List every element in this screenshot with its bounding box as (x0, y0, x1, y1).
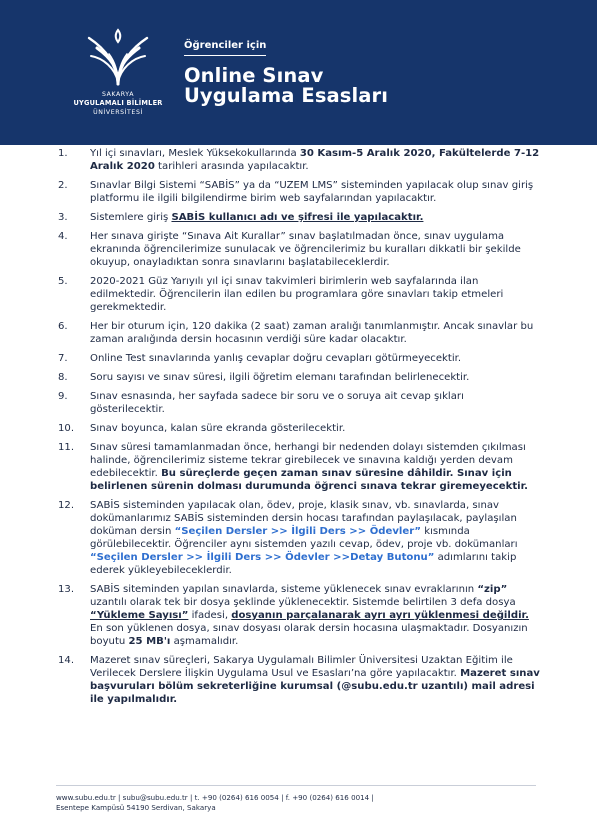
rule-text (90, 441, 541, 493)
rule-text-segment: En son yüklenen dosya, sınav dosyası olarak dersin hocasına ulaşmaktadır. Dosyanızın boyutu (90, 623, 528, 647)
rule-text-emphasis: Bu süreçlerde geçen zaman sınav süresine dâhildir. Sınav için belirlenen sürenin dolması durumunda öğrenci sınava tekrar giremeyecektir. (90, 468, 528, 492)
rule-number: 9. (58, 391, 68, 402)
rule-text (90, 583, 541, 648)
rule-item (0, 179, 597, 205)
rule-text-segment: 2020-2021 Güz Yarıyılı yıl içi sınav takvimleri birimlerin web sayfalarında ilan edilmektedir. Öğrencilerin ilan edilen bu programlara göre sınavları takip etmeleri gerekmektedir. (90, 276, 504, 313)
rule-text (90, 371, 541, 384)
rule-text-segment: SABİS sisteminden yapılacak olan, ödev, proje, klasik sınav, vb. sınavlarda, sınav dokümanlarımız SABİS sisteminden dersin hocası tarafından paylaşılacak, paylaşılan doküman dersin (90, 500, 517, 537)
rule-text (90, 499, 541, 577)
rule-text-emphasis: “Seçilen Dersler >> İlgili Ders >> Ödevler >>Detay Butonu” (90, 552, 435, 563)
rule-item (0, 211, 597, 224)
rule-text-segment: Her sınava girişte “Sınava Ait Kurallar” sınav başlatılmadan önce, sınav uygulama ekranında öğrencilerimize sunulacak ve öğrencilerimiz bu kuralları dikkatli bir şekilde okuyup, onayladıktan sonra sınavlarını başlatabileceklerdir. (90, 231, 521, 268)
rule-text-segment: kısmında görülebilecektir. Öğrenciler aynı sistemden yazılı cevap, ödev, proje vb. dokümanları (90, 526, 518, 550)
rule-number: 1. (58, 148, 68, 159)
rule-item (0, 422, 597, 435)
rule-text (90, 179, 541, 205)
rule-text-segment: Mazeret sınav süreçleri, Sakarya Uygulamalı Bilimler Üniversitesi Uzaktan Eğitim ile Verilecek Derslere İlişkin Uygulama Usul ve Esasları’na göre yapılacaktır. (90, 655, 513, 679)
rule-text (90, 352, 541, 365)
rule-text-segment: uzantılı olarak tek bir dosya şeklinde yüklenecektir. Sistemde belirtilen 3 defa dosya (90, 597, 516, 608)
rule-item (0, 371, 597, 384)
page-title (184, 66, 388, 106)
rule-text-segment: Sınav süresi tamamlanmadan önce, herhangi bir nedenden dolayı sistemden çıkılması halinde, öğrencilerimiz sisteme tekrar girebilecek ve sınavına kaldığı yerden devam edebilecektir. (90, 442, 526, 479)
rule-text-emphasis: Mazeret sınav başvuruları bölüm sekreterliğine kurumsal (@subu.edu.tr uzantılı) mail adresi ile yapılmalıdır. (90, 668, 540, 705)
rule-number: 3. (58, 212, 68, 223)
rule-text-segment: Sistemlere giriş (90, 212, 172, 223)
header-band (0, 0, 597, 145)
rule-text-segment: Yıl içi sınavları, Meslek Yüksekokullarında (90, 148, 300, 159)
rule-text-segment: tarihleri arasında yapılacaktır. (154, 161, 309, 172)
rule-text-segment: aşmamalıdır. (170, 636, 239, 647)
rule-text (90, 390, 541, 416)
rule-text-emphasis: dosyanın parçalanarak ayrı ayrı yüklenmesi değildir. (231, 610, 529, 621)
rule-number: 8. (58, 372, 68, 383)
rule-number: 6. (58, 321, 68, 332)
rule-text-segment: Online Test sınavlarında yanlış cevaplar doğru cevapları götürmeyecektir. (90, 353, 462, 364)
rule-text (90, 422, 541, 435)
rule-item (0, 352, 597, 365)
footer-contact-line: www.subu.edu.tr | subu@subu.edu.tr | t. +90 (0264) 616 0054 | f. +90 (0264) 616 0014 | (56, 793, 374, 802)
rule-text (90, 275, 541, 314)
rule-text-emphasis: SABİS kullanıcı adı ve şifresi ile yapılacaktır. (171, 212, 424, 223)
rule-text (90, 320, 541, 346)
rule-number: 13. (58, 584, 75, 595)
rule-text-emphasis: 30 Kasım-5 Aralık 2020, Fakültelerde 7-12 Aralık 2020 (90, 148, 540, 172)
rule-text-segment: Her bir oturum için, 120 dakika (2 saat) zaman aralığı tanımlanmıştır. Ancak sınavlar bu zaman aralığında dersin hocasının verdiği süre kadar olacaktır. (90, 321, 534, 345)
rule-text-emphasis: “Seçilen Dersler >> İlgili Ders >> Ödevler” (174, 526, 422, 537)
rule-text-emphasis: “zip” (477, 584, 508, 595)
rule-text-emphasis: 25 MB'ı (128, 636, 171, 647)
logo-text-university: ÜNİVERSİTESİ (93, 109, 143, 116)
rule-item (0, 275, 597, 314)
rule-number: 5. (58, 276, 68, 287)
university-emblem-icon (85, 24, 151, 86)
rule-text-segment: adımlarını takip ederek yükleyebileceklerdir. (90, 552, 517, 576)
rule-text (90, 654, 541, 706)
rule-number: 10. (58, 423, 75, 434)
footer (56, 793, 556, 813)
rule-number: 7. (58, 353, 68, 364)
rule-number: 12. (58, 500, 75, 511)
page-title-line-2: Uygulama Esasları (184, 84, 389, 107)
footer-address-line: Esentepe Kampüsü 54190 Serdivan, Sakarya (56, 803, 216, 812)
rule-text-segment: Soru sayısı ve sınav süresi, ilgili öğretim elemanı tarafından belirlenecektir. (90, 372, 470, 383)
rule-number: 11. (58, 442, 75, 453)
rule-text-segment: Sınav boyunca, kalan süre ekranda gösterilecektir. (90, 423, 346, 434)
rule-text (90, 230, 541, 269)
rule-text-segment: SABİS siteminden yapılan sınavlarda, sisteme yüklenecek sınav evraklarının (90, 584, 478, 595)
rule-number: 2. (58, 180, 68, 191)
rule-text-emphasis: “Yükleme Sayısı” (90, 610, 189, 621)
rule-text-segment: Sınavlar Bilgi Sistemi “SABİS” ya da “UZEM LMS” sisteminden yapılacak olup sınav giriş platformu ile ilgili bilgilendirme birim web sayfalarından yapılacaktır. (90, 180, 534, 204)
rule-text (90, 147, 541, 173)
rule-item (0, 147, 597, 173)
logo-text-city: SAKARYA (101, 91, 135, 98)
rule-text (90, 211, 541, 224)
university-logo (63, 18, 173, 130)
rule-item (0, 499, 597, 577)
rule-number: 4. (58, 231, 68, 242)
rule-number: 14. (58, 655, 75, 666)
rule-item (0, 583, 597, 648)
audience-label: Öğrenciler için (184, 40, 266, 56)
rules-list (0, 147, 597, 712)
rule-item (0, 230, 597, 269)
rule-text-segment: Sınav esnasında, her sayfada sadece bir soru ve o soruya ait cevap şıkları gösterilecektir. (90, 391, 464, 415)
rule-item (0, 654, 597, 706)
rule-item (0, 390, 597, 416)
rule-text-segment: ifadesi, (188, 610, 232, 621)
rule-item (0, 441, 597, 493)
rule-item (0, 320, 597, 346)
page-title-line-1: Online Sınav (184, 64, 324, 87)
logo-text-name: UYGULAMALI BİLİMLER (73, 99, 163, 107)
footer-divider (56, 785, 536, 786)
